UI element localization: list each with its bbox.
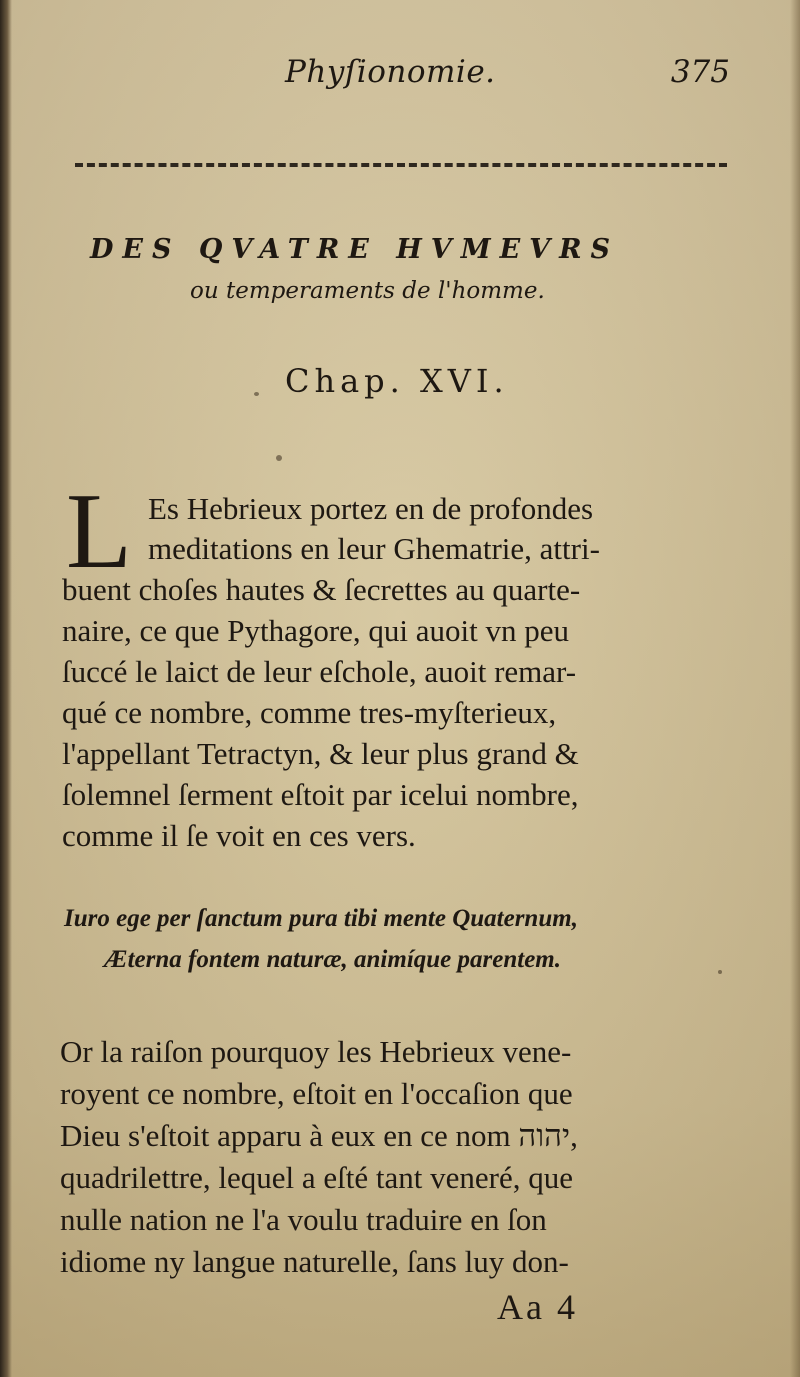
paragraph-line: ſolemnel ſerment eſtoit par icelui nombre, xyxy=(62,777,579,812)
paragraph-line: qué ce nombre, comme tres-myſterieux, xyxy=(62,695,557,730)
paragraph-line: nulle nation ne l'a voulu traduire en ſon xyxy=(60,1202,547,1237)
chapter-number: Chap. XVI. xyxy=(285,362,509,400)
paper-speck xyxy=(276,455,282,461)
paragraph-line: meditations en leur Ghematrie, attri- xyxy=(148,531,600,566)
page-edge-shadow xyxy=(790,0,800,1377)
drop-cap: L xyxy=(66,472,132,591)
header-rule xyxy=(75,163,727,167)
paper-speck xyxy=(254,392,259,396)
paragraph-line: royent ce nombre, eſtoit en l'occaſion que xyxy=(60,1076,573,1111)
paper-speck xyxy=(718,970,722,974)
page-number: 375 xyxy=(670,54,730,90)
binding-gutter xyxy=(0,0,12,1377)
paragraph-line: Dieu s'eſtoit apparu à eux en ce nom יהוה, xyxy=(60,1118,578,1153)
signature-mark: Aa 4 xyxy=(497,1287,578,1327)
paragraph-line: ſuccé le laict de leur eſchole, auoit remar- xyxy=(62,654,577,689)
paragraph-line: quadrilettre, lequel a eſté tant veneré, que xyxy=(60,1160,573,1195)
paragraph-line: naire, ce que Pythagore, qui auoit vn peu xyxy=(62,613,570,648)
running-title: Phyſionomie. xyxy=(285,54,496,90)
paragraph-line: idiome ny langue naturelle, ſans luy don- xyxy=(60,1244,569,1279)
chapter-subheading: ou temperaments de l'homme. xyxy=(190,278,545,304)
verse-line: Æterna fontem naturæ, animíque parentem. xyxy=(104,946,561,973)
paragraph-line: buent choſes hautes & ſecrettes au quarte- xyxy=(62,572,581,607)
paragraph-line: Es Hebrieux portez en de profondes xyxy=(148,491,594,526)
running-head xyxy=(70,48,730,108)
chapter-heading: DES QVATRE HVMEVRS xyxy=(90,234,620,265)
verse-line: Iuro ege per ſanctum pura tibi mente Quaternum, xyxy=(64,905,578,932)
paragraph-line: comme il ſe voit en ces vers. xyxy=(62,818,416,853)
paragraph-line: l'appellant Tetractyn, & leur plus grand & xyxy=(62,736,579,771)
paragraph-line: Or la raiſon pourquoy les Hebrieux vene- xyxy=(60,1034,572,1069)
